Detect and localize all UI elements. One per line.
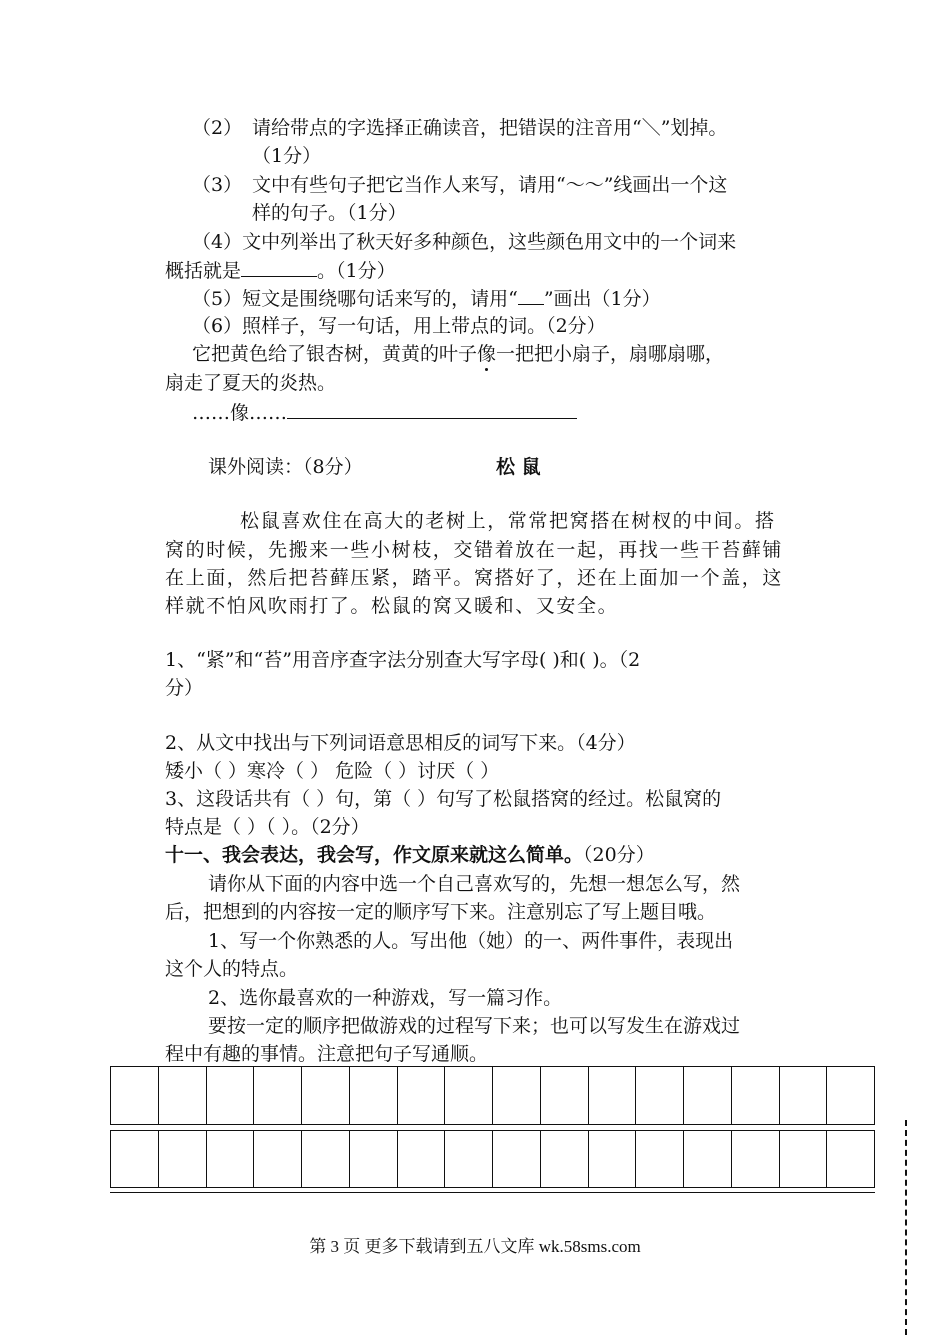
question-5-suffix: ”画出（1分） <box>543 288 661 310</box>
question-5 <box>192 286 661 311</box>
composition-heading: 十一、我会表达，我会写，作文原来就这么简单。 <box>165 844 584 866</box>
grid-cell[interactable] <box>350 1130 398 1187</box>
grid-cell[interactable] <box>780 1130 828 1187</box>
emphasis-dot <box>485 368 488 371</box>
question-3-number: （3） <box>192 174 243 196</box>
dotted-word-text: 像 <box>477 343 497 365</box>
grid-cell[interactable] <box>827 1130 875 1187</box>
example-sentence-post: 一把把小扇子，扇哪扇哪， <box>496 343 725 365</box>
question-6: （6）照样子，写一句话，用上带点的词。（2分） <box>192 315 606 337</box>
grid-cell[interactable] <box>541 1066 589 1124</box>
composition-option-2: 2、选你最喜欢的一种游戏，写一篇习作。 <box>208 987 563 1009</box>
grid-cell[interactable] <box>398 1130 446 1187</box>
reading-title: 松 鼠 <box>496 456 541 478</box>
composition-option-1-line1: 1、写一个你熟悉的人。写出他（她）的一、两件事件，表现出 <box>208 930 734 952</box>
question-4-answer-blank[interactable] <box>241 258 317 277</box>
grid-bottom-line <box>110 1192 875 1193</box>
reading-question-3-line2: 特点是（ ）（ ）。（2分） <box>165 816 370 838</box>
question-4-prefix: 概括就是 <box>165 260 242 282</box>
binding-dashed-line <box>905 1120 907 1335</box>
question-2-number: （2） <box>192 117 243 139</box>
reading-question-2-line1: 2、从文中找出与下列词语意思相反的词写下来。（4分） <box>165 732 636 754</box>
grid-cell[interactable] <box>159 1066 207 1124</box>
grid-cell[interactable] <box>636 1130 684 1187</box>
example-sentence-pre: 它把黄色给了银杏树，黄黄的叶子 <box>192 343 478 365</box>
grid-cell[interactable] <box>254 1130 302 1187</box>
composition-intro-line1: 请你从下面的内容中选一个自己喜欢写的，先想一想怎么写，然 <box>208 873 741 895</box>
composition-option-1-line2: 这个人的特点。 <box>165 958 299 980</box>
reading-question-1-line2: 分） <box>165 677 204 699</box>
question-3-text: 文中有些句子把它当作人来写，请用“～～”线画出一个这 <box>252 174 728 196</box>
question-5-underline-sample <box>518 286 544 305</box>
grid-cell[interactable] <box>445 1130 493 1187</box>
grid-cell[interactable] <box>780 1066 828 1124</box>
reading-question-3-line1: 3、这段话共有（ ）句，第（ ）句写了松鼠搭窝的经过。松鼠窝的 <box>165 788 722 810</box>
question-5-prefix: （5）短文是围绕哪句话来写的，请用“ <box>192 288 518 310</box>
grid-cell[interactable] <box>493 1066 541 1124</box>
composition-intro-line2: 后，把想到的内容按一定的顺序写下来。注意别忘了写上题目哦。 <box>165 901 717 923</box>
grid-cell[interactable] <box>589 1130 637 1187</box>
grid-cell[interactable] <box>684 1130 732 1187</box>
grid-cell[interactable] <box>732 1066 780 1124</box>
composition-score: （20分） <box>583 844 655 866</box>
composition-note-line2: 程中有趣的事情。注意把句子写通顺。 <box>165 1043 489 1065</box>
pattern-line <box>192 400 577 425</box>
reading-label: 课外阅读：（8分） <box>208 456 363 478</box>
grid-cell[interactable] <box>684 1066 732 1124</box>
pattern-text: ……像…… <box>192 402 288 424</box>
example-sentence-line2: 扇走了夏天的炎热。 <box>165 372 337 394</box>
grid-cell[interactable] <box>302 1066 350 1124</box>
pattern-answer-blank[interactable] <box>287 400 577 419</box>
grid-cell[interactable] <box>254 1066 302 1124</box>
question-2-text: 请给带点的字选择正确读音，把错误的注音用“＼”划掉。 <box>252 117 728 139</box>
reading-question-1-line1: 1、“紧”和“苔”用音序查字法分别查大写字母( )和( )。（2 <box>165 649 641 671</box>
question-2-score: （1分） <box>252 145 322 167</box>
grid-cell[interactable] <box>732 1130 780 1187</box>
grid-cell[interactable] <box>159 1130 207 1187</box>
writing-grid[interactable] <box>110 1066 875 1194</box>
grid-cell[interactable] <box>110 1130 159 1187</box>
composition-heading-line <box>165 843 655 867</box>
passage-line-3: 在上面，然后把苔藓压紧，踏平。窝搭好了，还在上面加一个盖，这 <box>165 567 784 589</box>
example-sentence-line1 <box>192 342 724 366</box>
grid-cell[interactable] <box>110 1066 159 1124</box>
grid-cell[interactable] <box>398 1066 446 1124</box>
grid-cell[interactable] <box>827 1066 875 1124</box>
question-3-text-line2: 样的句子。（1分） <box>252 202 407 224</box>
passage-line-1: 松鼠喜欢住在高大的老树上，常常把窝搭在树杈的中间。搭 <box>240 510 776 532</box>
passage-line-4: 样就不怕风吹雨打了。松鼠的窝又暖和、又安全。 <box>165 595 619 617</box>
question-4-line1: （4）文中列举出了秋天好多种颜色，这些颜色用文中的一个词来 <box>192 231 737 253</box>
grid-cell[interactable] <box>589 1066 637 1124</box>
question-4-suffix: 。（1分） <box>317 260 396 282</box>
grid-cell[interactable] <box>207 1066 255 1124</box>
dotted-word-xiang <box>477 343 496 365</box>
reading-question-2-line2: 矮小（ ）寒冷（ ） 危险（ ）讨厌（ ） <box>165 760 500 782</box>
question-4-line2 <box>165 258 396 283</box>
composition-note-line1: 要按一定的顺序把做游戏的过程写下来；也可以写发生在游戏过 <box>208 1015 741 1037</box>
grid-row-2[interactable] <box>110 1130 875 1187</box>
grid-cell[interactable] <box>207 1130 255 1187</box>
grid-cell[interactable] <box>350 1066 398 1124</box>
grid-row-1[interactable] <box>110 1066 875 1124</box>
grid-row-2-bottom-line <box>110 1187 875 1188</box>
grid-cell[interactable] <box>445 1066 493 1124</box>
passage-line-2: 窝的时候，先搬来一些小树枝，交错着放在一起，再找一些干苔藓铺 <box>165 539 784 561</box>
grid-cell[interactable] <box>493 1130 541 1187</box>
grid-row-1-bottom-line <box>110 1124 875 1125</box>
grid-cell[interactable] <box>636 1066 684 1124</box>
grid-cell[interactable] <box>302 1130 350 1187</box>
grid-cell[interactable] <box>541 1130 589 1187</box>
page-footer: 第 3 页 更多下载请到五八文库 wk.58sms.com <box>309 1237 641 1256</box>
